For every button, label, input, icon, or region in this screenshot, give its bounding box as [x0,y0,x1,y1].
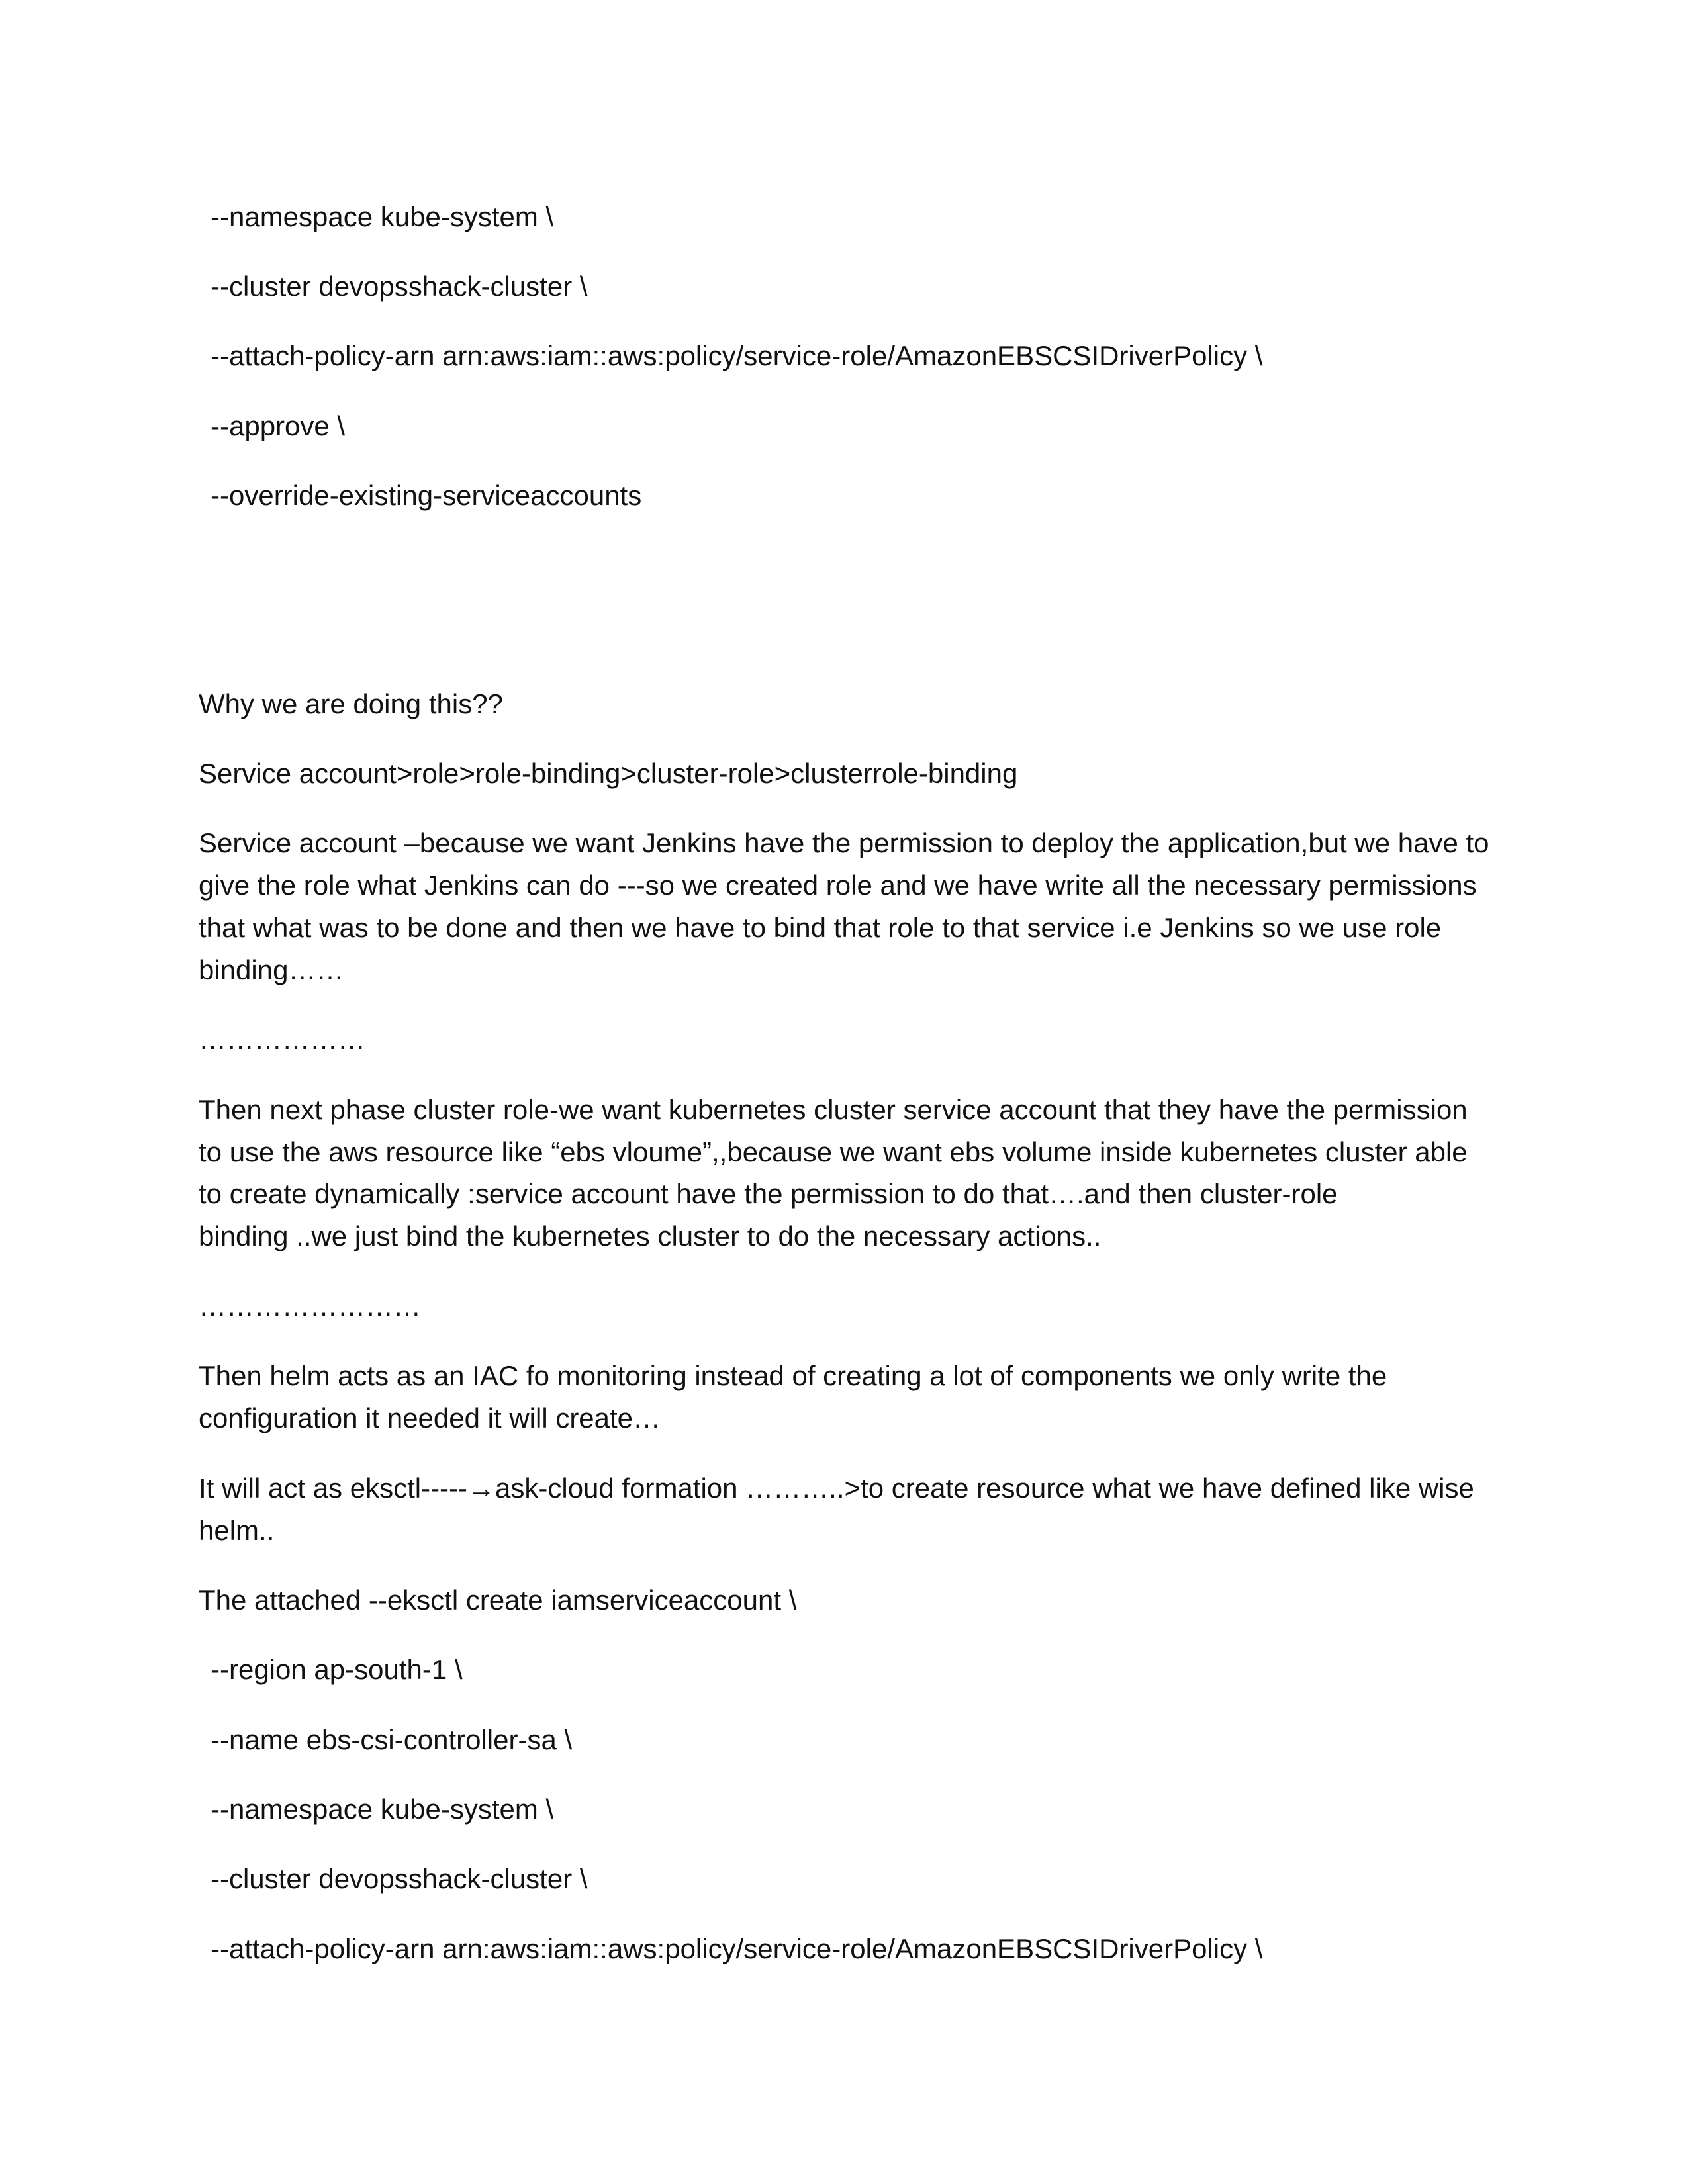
cmd-attach-policy-line: --attach-policy-arn arn:aws:iam::aws:policy/service-role/AmazonEBSCSIDriverPolicy \ [211,340,1263,371]
cmd-cluster-line: --cluster devopsshack-cluster \ [211,271,588,302]
cluster-role-para-line-2: to use the aws resource like “ebs vloume”,,because we want ebs volume inside kubernetes cluster able [199,1136,1468,1167]
cluster-role-para-line-3: to create dynamically :service account have the permission to do that….and then cluster-role [199,1178,1338,1209]
permission-chain: Service account>role>role-binding>cluster-role>clusterrole-binding [199,758,1018,789]
cmd-namespace-line-2: --namespace kube-system \ [211,1794,554,1825]
cmd-approve-line: --approve \ [211,410,346,441]
cluster-role-para-line-1: Then next phase cluster role-we want kubernetes cluster service account that they have the permission [199,1094,1468,1125]
cmd-name-line: --name ebs-csi-controller-sa \ [211,1724,573,1755]
eksctl-para-line-1: It will act as eksctl-----→ask-cloud formation ………..>to create resource what we have defined like wise [199,1473,1474,1504]
eksctl-para-line-2: helm.. [199,1515,275,1546]
dots-separator-1: ……………… [199,1024,365,1055]
dots-separator-2: …………………… [199,1291,421,1322]
attached-command-line: The attached --eksctl create iamserviceaccount \ [199,1584,797,1615]
cmd-region-line: --region ap-south-1 \ [211,1654,463,1685]
cmd-attach-policy-line-2: --attach-policy-arn arn:aws:iam::aws:policy/service-role/AmazonEBSCSIDriverPolicy \ [211,1933,1263,1964]
service-account-para-line-2: give the role what Jenkins can do ---so we created role and we have write all the necessary permissions [199,870,1477,901]
why-heading: Why we are doing this?? [199,688,503,719]
service-account-para-line-1: Service account –because we want Jenkins have the permission to deploy the application,but we have to [199,827,1489,858]
service-account-para-line-4: binding…… [199,954,344,985]
cmd-override-line: --override-existing-serviceaccounts [211,480,642,511]
cmd-cluster-line-2: --cluster devopsshack-cluster \ [211,1863,588,1894]
helm-para-line-2: configuration it needed it will create… [199,1402,661,1433]
service-account-para-line-3: that what was to be done and then we have to bind that role to that service i.e Jenkins so we use role [199,912,1442,943]
cmd-namespace-line: --namespace kube-system \ [211,201,554,232]
cluster-role-para-line-4: binding ..we just bind the kubernetes cluster to do the necessary actions.. [199,1220,1102,1251]
helm-para-line-1: Then helm acts as an IAC fo monitoring instead of creating a lot of components we only write the [199,1360,1387,1391]
